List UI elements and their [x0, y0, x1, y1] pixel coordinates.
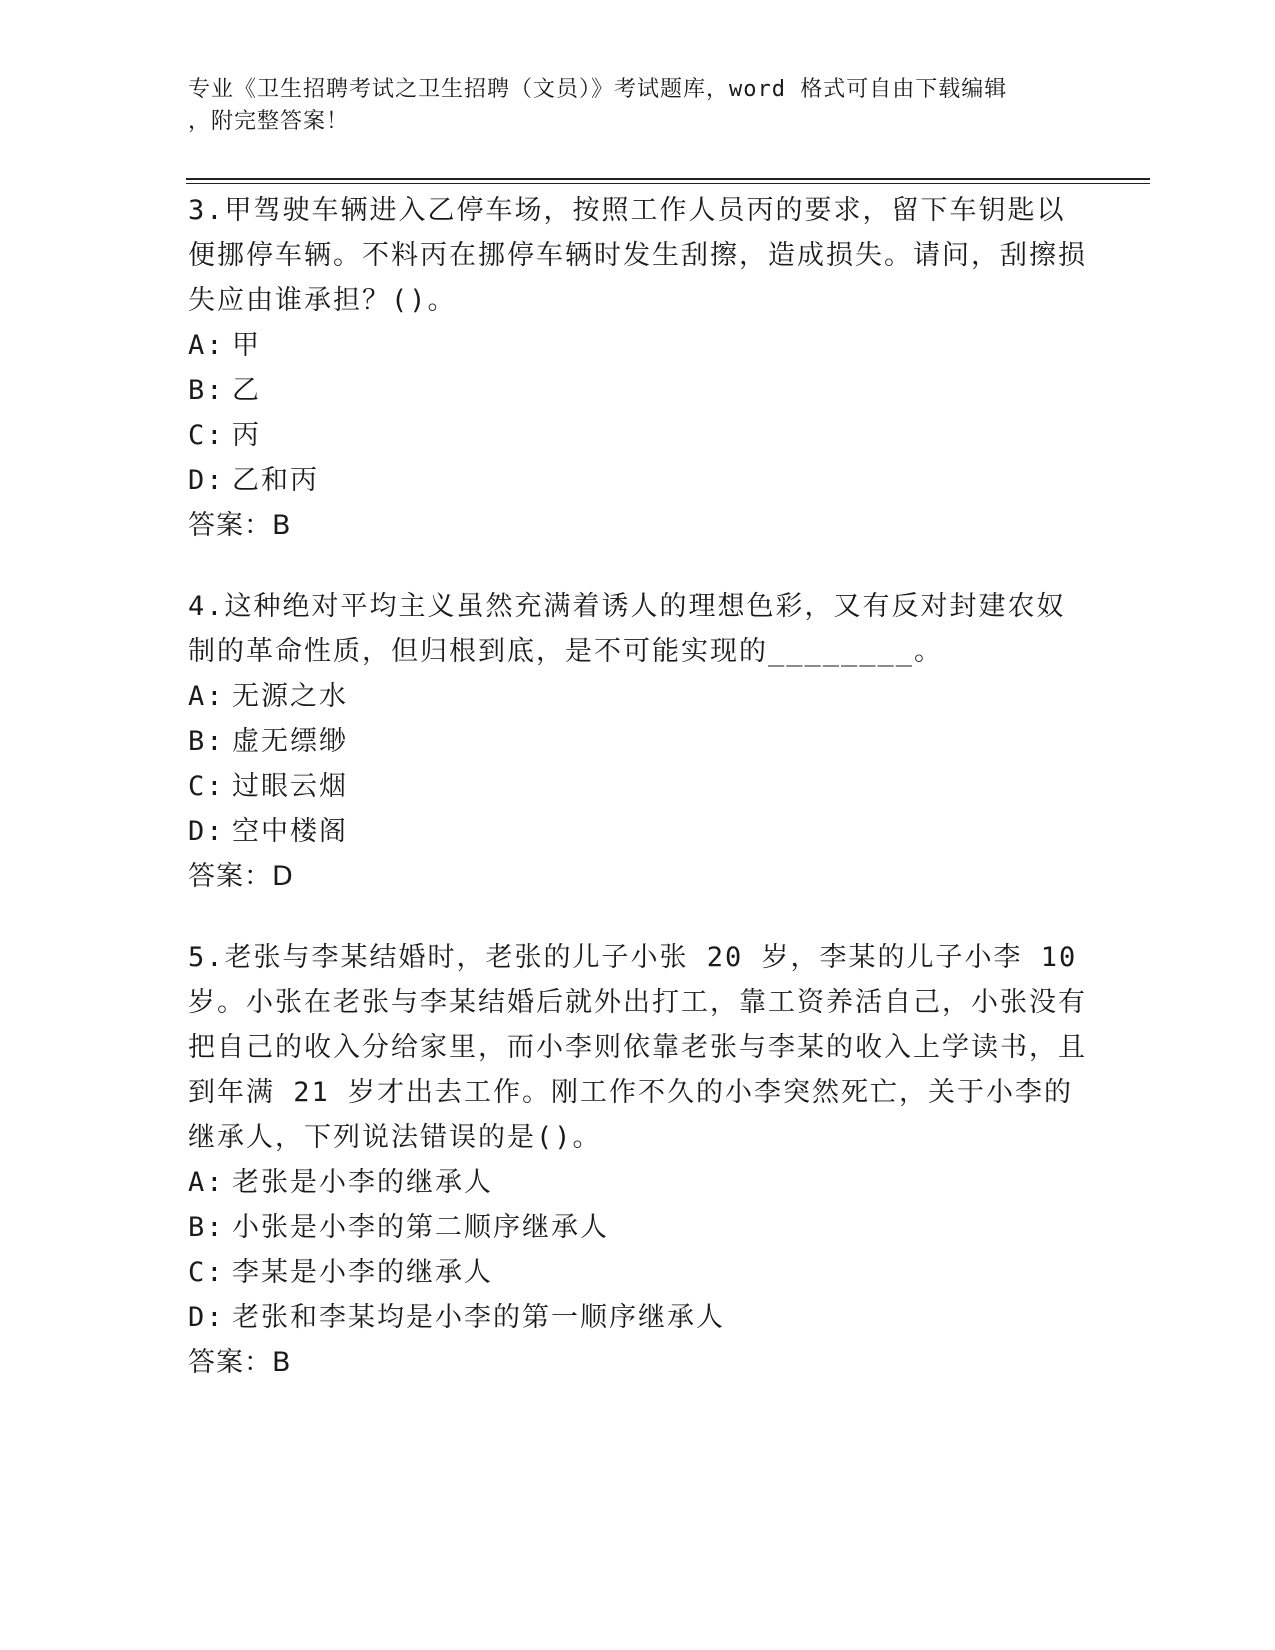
- option-a: [188, 323, 1088, 368]
- option-text: 李某是小李的继承人: [232, 1257, 493, 1288]
- option-b: [188, 368, 1088, 413]
- document-header: [188, 74, 1068, 138]
- question-list: [188, 188, 1088, 1421]
- option-d: [188, 809, 1088, 854]
- option-letter: A:: [188, 330, 225, 361]
- option-letter: D:: [188, 1302, 225, 1333]
- option-letter: D:: [188, 465, 225, 496]
- question-5: [188, 935, 1088, 1385]
- option-letter: D:: [188, 816, 225, 847]
- question-3: [188, 188, 1088, 548]
- option-d: [188, 1295, 1088, 1340]
- option-text: 小张是小李的第二顺序继承人: [232, 1212, 609, 1243]
- option-c: [188, 1250, 1088, 1295]
- header-line-2: ，附完整答案！: [188, 109, 350, 134]
- answer-label: 答案：B: [188, 1347, 292, 1378]
- option-letter: B:: [188, 375, 225, 406]
- option-text: 虚无缥缈: [232, 726, 348, 757]
- question-text: 5.老张与李某结婚时，老张的儿子小张 20 岁，李某的儿子小李 10 岁。小张在老张与李某结婚后就外出打工，靠工资养活自己，小张没有把自己的收入分给家里，而小李则依靠老张与李某的收入上学读书，且到年满 21 岁才出去工作。刚工作不久的小李突然死亡，关于小李的继承人，下列说法错误的是()。: [188, 942, 1087, 1153]
- header-line-1: 专业《卫生招聘考试之卫生招聘（文员）》考试题库，word 格式可自由下载编辑: [188, 77, 1008, 102]
- option-text: 老张是小李的继承人: [232, 1167, 493, 1198]
- option-text: 丙: [232, 420, 261, 451]
- option-letter: A:: [188, 1167, 225, 1198]
- option-letter: C:: [188, 420, 225, 451]
- option-text: 空中楼阁: [232, 816, 348, 847]
- option-text: 过眼云烟: [232, 771, 348, 802]
- option-letter: B:: [188, 1212, 225, 1243]
- option-letter: C:: [188, 771, 225, 802]
- question-text: 3.甲驾驶车辆进入乙停车场，按照工作人员丙的要求，留下车钥匙以便挪停车辆。不料丙在挪停车辆时发生刮擦，造成损失。请问，刮擦损失应由谁承担？()。: [188, 195, 1087, 316]
- option-c: [188, 764, 1088, 809]
- option-text: 乙: [232, 375, 261, 406]
- option-d: [188, 458, 1088, 503]
- option-letter: C:: [188, 1257, 225, 1288]
- question-4: [188, 584, 1088, 899]
- option-a: [188, 674, 1088, 719]
- answer-label: 答案：D: [188, 861, 294, 892]
- option-text: 乙和丙: [232, 465, 319, 496]
- header-divider-thin: [186, 183, 1150, 184]
- answer-label: 答案：B: [188, 510, 292, 541]
- option-text: 甲: [232, 330, 261, 361]
- option-b: [188, 1205, 1088, 1250]
- question-text: 4.这种绝对平均主义虽然充满着诱人的理想色彩，又有反对封建农奴制的革命性质，但归根到底，是不可能实现的________。: [188, 591, 1066, 667]
- option-text: 老张和李某均是小李的第一顺序继承人: [232, 1302, 725, 1333]
- option-letter: A:: [188, 681, 225, 712]
- option-b: [188, 719, 1088, 764]
- option-a: [188, 1160, 1088, 1205]
- option-letter: B:: [188, 726, 225, 757]
- option-text: 无源之水: [232, 681, 348, 712]
- option-c: [188, 413, 1088, 458]
- header-divider: [186, 178, 1150, 180]
